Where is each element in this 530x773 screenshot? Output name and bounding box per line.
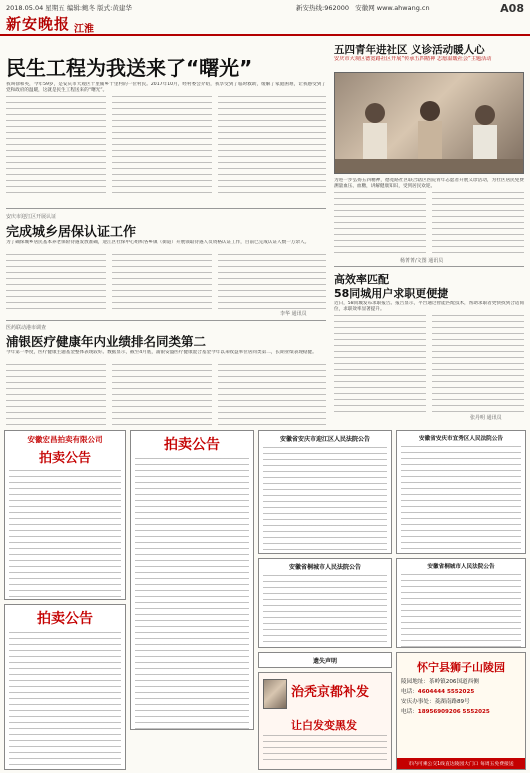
court1-title: 安徽省安庆市迎江区人民法院公告 [279,436,370,443]
clinic-name: 治秃京都补发 [291,685,370,700]
story3-text: 为进一步弘扬五四精神，德宽路社区联合辖区医院青年志愿者开展义诊活动，为社区居民免费测量血压、血糖，讲解健康知识，受到居民欢迎。 [334,178,524,190]
story2-text: 今年第一季度，医疗健康主题基金整体表现较好。数据显示，截至4月底，浦银安盛医疗健康混合基金今年以来收益率位居同类第二，长期业绩表现稳健。 [6,350,317,355]
auction3-ad [4,604,126,770]
lead-headline: 民生工程为我送来了“曙光” [6,56,253,80]
story4-body [334,315,426,413]
section-name: 江淮 [74,24,94,35]
court1-ad [258,430,392,554]
court3-ad [258,558,392,648]
header-meta [6,3,132,12]
divider [334,266,524,267]
page-header [0,0,530,36]
cemetery-mobile: 18956909206 5552025 [417,709,490,715]
court2-title: 安徽省安庆市宜秀区人民法院公告 [419,436,503,442]
story3-byline: 杨菁菁/文图 通讯员 [400,258,444,264]
court4-ad [396,558,526,648]
court3-title: 安徽省桐城市人民法院公告 [288,564,361,571]
clinic-photo [263,679,287,709]
cemetery-ad [396,652,526,770]
divider [6,320,326,321]
story1-body [218,254,326,310]
issue-date: 2018.05.04 [6,4,44,12]
court4-body [401,574,521,648]
weekday: 星期五 [45,4,65,12]
story1-byline: 李华 通讯员 [280,311,307,317]
auction2-body [135,458,249,730]
cemetery-footer: 市内可乘公交1线直达陵园大门口 每周五免费接送 [397,758,525,769]
event-photo [334,72,524,174]
auction2-title: 拍卖公告 [164,437,220,453]
auction1-org: 安徽宏昌拍卖有限公司 [27,435,103,444]
auction3-body [9,632,121,770]
lead-body-columns [112,96,212,196]
story1-body [6,254,106,310]
cemetery-phone: 4604444 5552025 [417,689,475,695]
story3-subhead: 安庆市大观区德宽路社区开展“传承五四精神 志愿温暖社会”主题活动 [334,56,492,62]
cemetery-office: 菱湖南路89号 [434,699,470,705]
story4-text: 近日，58同城发布求职报告。报告显示，平台通过智能匹配技术，帮助求职者更快找到合适岗位，求职效率显著提升。 [334,301,524,313]
clinic-ad [258,672,392,770]
court3-body [263,575,387,648]
story3-headline: 五四青年进社区 义诊活动暖人心 [334,44,485,56]
editor: 编辑:鲍冬 [66,4,96,12]
lost-notice-title: 遗失声明 [312,658,337,665]
story3-body [334,192,426,256]
story4-byline: 张丹明 通讯员 [470,415,502,421]
story2-body [112,364,212,426]
clinic-body [263,735,387,765]
story4-headline: 高效率匹配 [334,273,389,286]
photo-illustration [335,73,524,174]
lead-body-columns [218,96,326,196]
designer: 版式:黄建华 [97,4,132,12]
clinic-tagline: 让白发变黑发 [291,719,357,732]
story1-body [112,254,212,310]
cemetery-address: 茶岭镇206国道西侧 [428,679,479,685]
divider [6,208,326,209]
cemetery-name: 怀宁县狮子山陵园 [417,661,505,674]
page-number: A08 [500,2,524,15]
court2-body [401,446,521,554]
auction1-title: 拍卖公告 [38,451,91,466]
lead-body-columns [6,96,106,196]
story1-headline: 完成城乡居保认证工作 [6,225,137,240]
story3-body [432,192,524,256]
story2-body [218,364,326,426]
court4-title: 安徽省桐城市人民法院公告 [427,564,495,570]
lead-intro: 我叫徐和英，今年59岁，是安庆市大观区十里铺乡十里村的一位村民。2017年10月，经村委会介绍，我享受到了临时救助，缓解了家庭困难，让我感受到了党和政府的温暖，这就是民生工程送来的“曙光”。 [6,82,326,94]
auction1-body [9,470,121,600]
lost-notice [258,652,392,668]
story2-body [6,364,106,426]
story2-kicker: 医药联动港市调查 [6,325,47,331]
court1-body [263,447,387,554]
hotline: 新安热线:962000 安徽网 www.ahwang.cn [296,4,430,12]
site-url: 安徽网 www.ahwang.cn [355,4,430,12]
auction2-ad [130,430,254,730]
auction1-ad [4,430,126,600]
story1-text: 为了确保城乡居民基本养老保险待遇发放准确，迎江区社保中心组织各乡镇（街道）开展领取待遇人员资格认证工作，目前已完成认证人数一万余人。 [6,240,310,245]
auction3-title: 拍卖公告 [37,611,93,627]
court2-ad [396,430,526,554]
cemetery-details: 陵园地址：茶岭镇206国道西侧 电话：4604444 5552025 安庆办事处：菱湖南路89号 电话：18956909206 5552025 [401,679,490,715]
newspaper-logo: 新安晚报 [6,15,71,33]
story4-body [432,315,524,413]
story4-headline2: 58同城用户求职更便捷 [334,287,449,300]
story1-kicker: 安庆市迎江区开展认证 [6,214,57,220]
story2-headline: 浦银医疗健康年内业绩排名同类第二 [6,334,207,349]
